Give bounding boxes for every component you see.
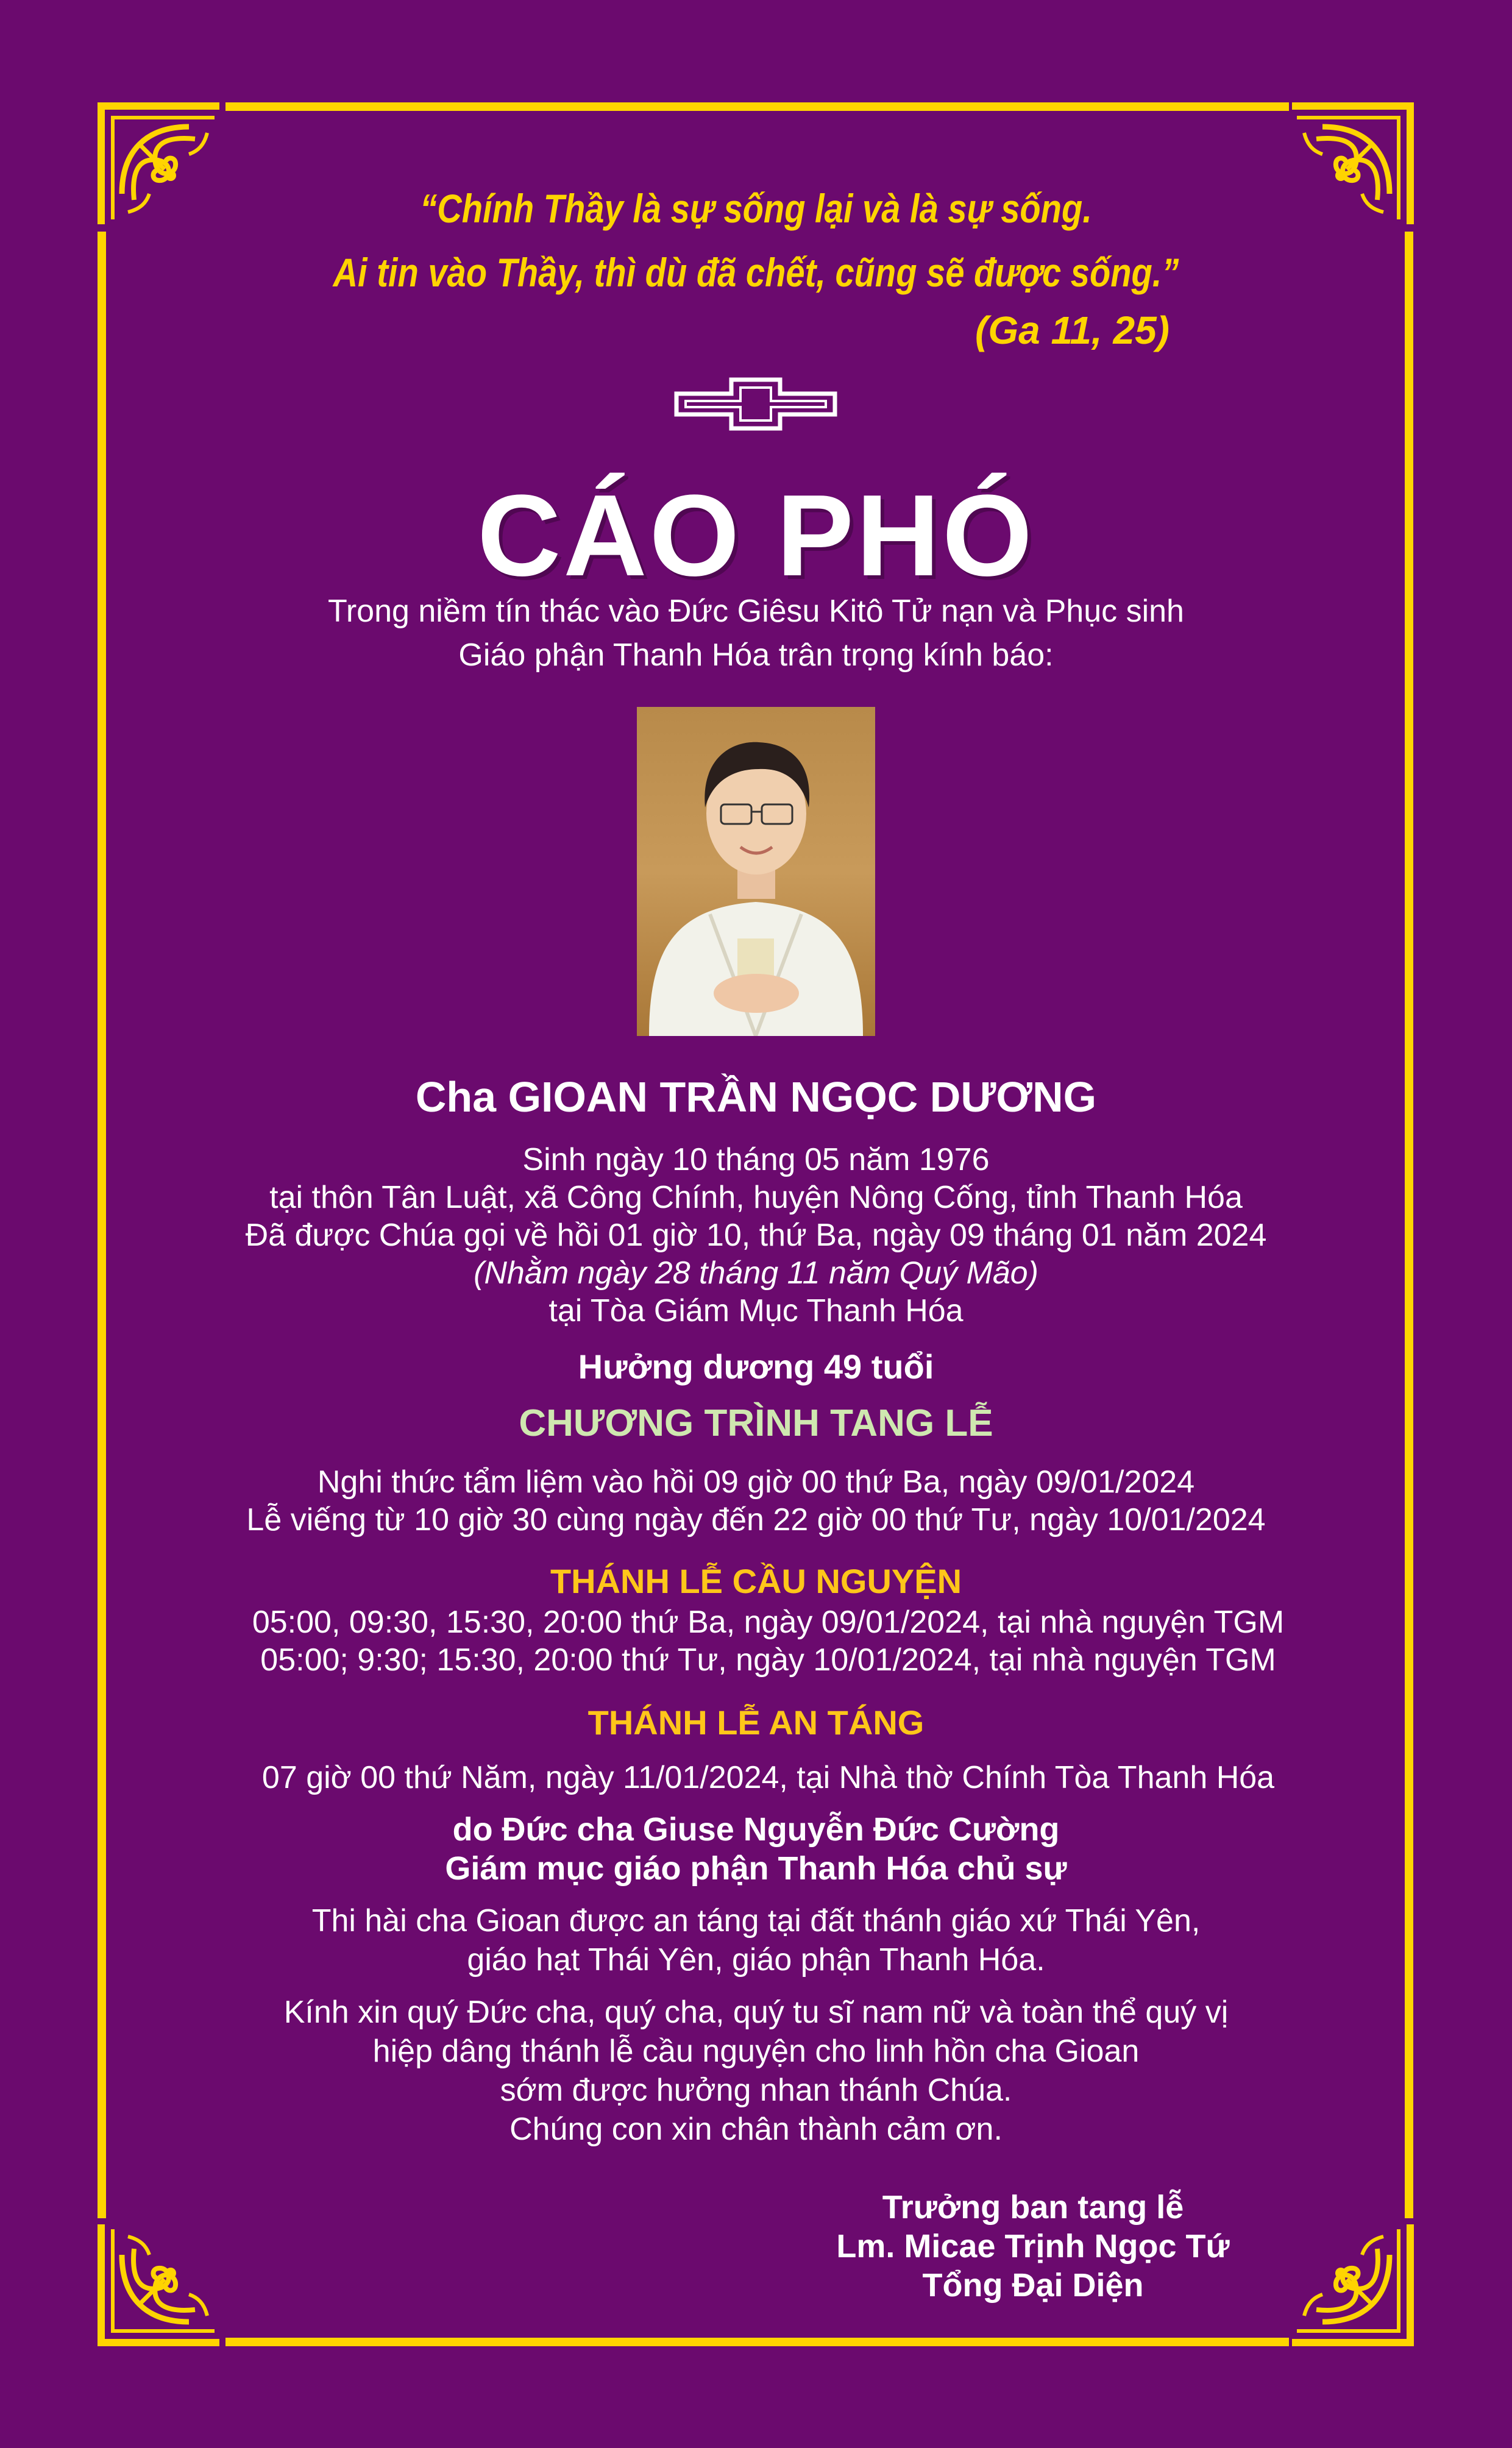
prayer-mass-line-2: 05:00; 9:30; 15:30, 20:00 thứ Tư, ngày 10/01/2024, tại nhà nguyện TGM <box>260 1642 1276 1678</box>
birth-date: Sinh ngày 10 tháng 05 năm 1976 <box>522 1142 990 1177</box>
burial-line-2: giáo hạt Thái Yên, giáo phận Thanh Hóa. <box>467 1942 1045 1978</box>
lunar-date <box>0 1254 1512 1292</box>
birth-place: tại thôn Tân Luật, xã Công Chính, huyện Nông Cống, tỉnh Thanh Hóa <box>269 1180 1243 1215</box>
program-line-2: Lễ viếng từ 10 giờ 30 cùng ngày đến 22 giờ 00 thứ Tư, ngày 10/01/2024 <box>246 1502 1266 1538</box>
ornament-corner-icon <box>1286 2218 1414 2346</box>
lunar-date-text: (Nhằm ngày 28 tháng 11 năm Quý Mão) <box>474 1255 1038 1291</box>
ornament-corner-icon <box>98 2218 225 2346</box>
death-place: tại Tòa Giám Mục Thanh Hóa <box>548 1293 964 1329</box>
closing-line-3: sớm được hưởng nhan thánh Chúa. <box>500 2073 1012 2108</box>
closing-line-1: Kính xin quý Đức cha, quý cha, quý tu sĩ nam nữ và toàn thể quý vị <box>283 1995 1229 2030</box>
portrait-photo <box>637 707 875 1036</box>
prayer-mass-line-1: 05:00, 09:30, 15:30, 20:00 thứ Ba, ngày 09/01/2024, tại nhà nguyện TGM <box>252 1605 1285 1640</box>
closing-line-2: hiệp dâng thánh lễ cầu nguyện cho linh hồn cha Gioan <box>372 2034 1140 2069</box>
cross-icon <box>673 377 838 431</box>
funeral-mass-line-1: 07 giờ 00 thứ Năm, ngày 11/01/2024, tại Nhà thờ Chính Tòa Thanh Hóa <box>261 1760 1275 1795</box>
frame-bottom <box>225 2338 1289 2346</box>
presider-line-1: do Đức cha Giuse Nguyễn Đức Cường <box>452 1811 1060 1848</box>
funeral-mass-heading: THÁNH LỄ AN TÁNG <box>587 1703 925 1742</box>
deceased-name: Cha GIOAN TRẦN NGỌC DƯƠNG <box>415 1073 1097 1121</box>
quote-line-1: “Chính Thầy là sự sống lại và là sự sống. <box>420 186 1092 231</box>
age-at-death: Hưởng dương 49 tuổi <box>578 1347 934 1386</box>
intro-line-2: Giáo phận Thanh Hóa trân trọng kính báo: <box>458 637 1054 673</box>
burial-line-1: Thi hài cha Gioan được an táng tại đất thánh giáo xứ Thái Yên, <box>311 1903 1201 1939</box>
closing-line-4: Chúng con xin chân thành cảm ơn. <box>509 2112 1003 2147</box>
signature-title: Tổng Đại Diện <box>922 2267 1144 2304</box>
program-heading: CHƯƠNG TRÌNH TANG LỄ <box>519 1402 993 1444</box>
program-line-1: Nghi thức tẩm liệm vào hồi 09 giờ 00 thứ Ba, ngày 09/01/2024 <box>317 1464 1195 1500</box>
signature-name: Lm. Micae Trịnh Ngọc Tứ <box>836 2228 1230 2265</box>
signature-role: Trưởng ban tang lễ <box>882 2189 1184 2226</box>
presider-line-2: Giám mục giáo phận Thanh Hóa chủ sự <box>445 1850 1067 1887</box>
quote-reference: (Ga 11, 25) <box>975 308 1169 352</box>
death-date: Đã được Chúa gọi về hồi 01 giờ 10, thứ Ba, ngày 09 tháng 01 năm 2024 <box>245 1218 1267 1253</box>
quote-line-2: Ai tin vào Thầy, thì dù đã chết, cũng sẽ được sống.” <box>333 250 1179 295</box>
page-title: CÁO PHÓ <box>477 471 1035 600</box>
frame-top <box>225 102 1289 111</box>
prayer-mass-heading: THÁNH LỄ CẦU NGUYỆN <box>550 1562 962 1600</box>
intro-line-1: Trong niềm tín thác vào Đức Giêsu Kitô Tử nạn và Phục sinh <box>328 594 1184 629</box>
priest-portrait-icon <box>637 707 875 1036</box>
